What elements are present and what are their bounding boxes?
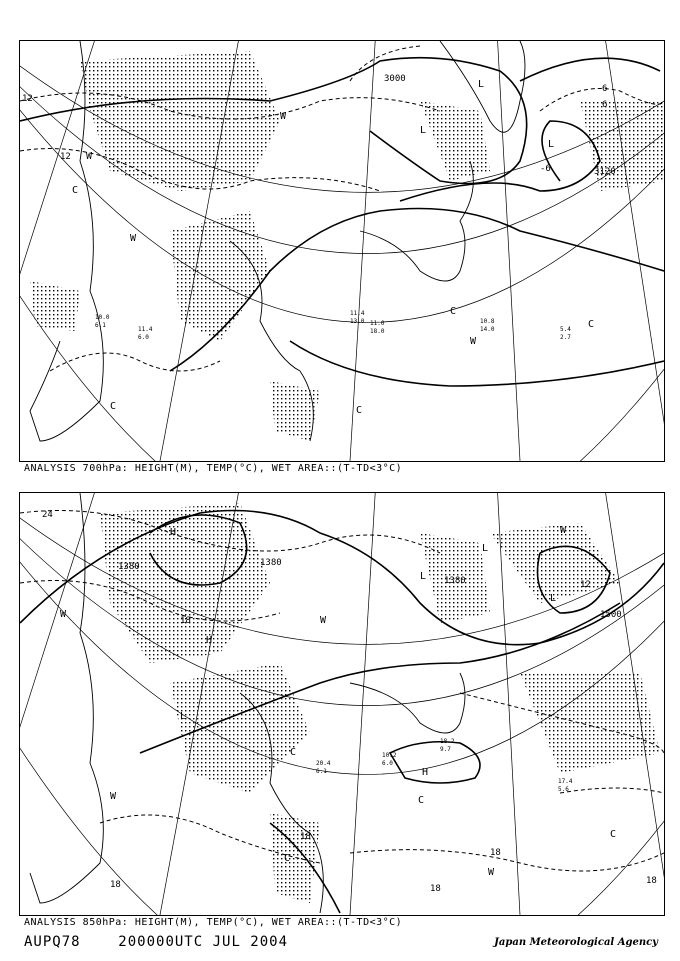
- map-700hpa: [20, 41, 664, 461]
- contour-label: 18: [490, 848, 501, 858]
- height-contour: [390, 742, 480, 783]
- coastline: [30, 493, 103, 903]
- contour-label: 12: [22, 94, 33, 104]
- station-plot-temp: 11.0: [370, 320, 385, 327]
- station-plot-dewpoint: 2.7: [560, 334, 571, 341]
- wet-area: [270, 381, 320, 441]
- station-plot-temp: 10.8: [480, 318, 495, 325]
- station-plot-temp: 17.4: [558, 778, 573, 785]
- center-marker: C: [72, 185, 79, 196]
- contour-label: 1380: [444, 576, 466, 586]
- center-marker: L: [420, 125, 427, 136]
- contour-label: 6: [602, 84, 608, 94]
- center-marker: H: [422, 767, 429, 778]
- center-marker: C: [284, 853, 291, 864]
- contour-label: 3000: [384, 74, 406, 84]
- wet-area: [80, 51, 280, 191]
- center-marker: C: [290, 747, 297, 758]
- map-panel-850hpa: [19, 492, 665, 916]
- center-marker: C: [110, 401, 117, 412]
- agency-name: Japan Meteorological Agency: [494, 937, 658, 948]
- center-marker: L: [548, 139, 555, 150]
- meridian-line: [350, 493, 375, 915]
- center-marker: L: [478, 79, 485, 90]
- station-plot-dewpoint: 18.0: [370, 328, 385, 335]
- wet-area: [420, 101, 490, 181]
- center-marker: W: [110, 791, 117, 802]
- map-panel-700hpa: [19, 40, 665, 462]
- center-marker: W: [280, 111, 287, 122]
- contour-label: 18: [180, 616, 191, 626]
- contour-label: 24: [42, 510, 53, 520]
- center-marker: H: [206, 635, 213, 646]
- center-marker: L: [180, 711, 187, 722]
- wet-area: [170, 211, 270, 341]
- contour-label: 18: [110, 880, 121, 890]
- isotherm: [50, 353, 220, 371]
- center-marker: W: [60, 609, 67, 620]
- isotherm: [560, 788, 664, 793]
- contour-label: 3120: [594, 167, 616, 177]
- height-contour: [400, 121, 600, 201]
- center-marker: W: [470, 336, 477, 347]
- center-marker: C: [356, 405, 363, 416]
- caption-850hpa: ANALYSIS 850hPa: HEIGHT(M), TEMP(°C), WET AREA::(T-TD<3°C): [24, 917, 403, 928]
- station-plot-dewpoint: 6.0: [138, 334, 149, 341]
- meridian-line: [20, 41, 94, 461]
- center-marker: C: [450, 306, 457, 317]
- isotherm: [350, 850, 664, 871]
- station-plot-temp: 11.4: [138, 326, 153, 333]
- meridian-line: [498, 41, 520, 461]
- station-plot-dewpoint: 9.7: [440, 746, 451, 753]
- contour-label: 18: [646, 876, 657, 886]
- station-plot-dewpoint: 6.1: [95, 322, 106, 329]
- center-marker: W: [130, 233, 137, 244]
- contour-label: 1500: [600, 610, 622, 620]
- contour-label: 12: [60, 152, 71, 162]
- caption-700hpa: ANALYSIS 700hPa: HEIGHT(M), TEMP(°C), WET AREA::(T-TD<3°C): [24, 463, 403, 474]
- valid-time: 200000UTC JUL 2004: [118, 934, 289, 950]
- station-plot-temp: 10.2: [382, 752, 397, 759]
- station-plot-dewpoint: 13.0: [350, 318, 365, 325]
- contour-label: 1380: [260, 558, 282, 568]
- wet-area: [170, 663, 310, 793]
- chart-id-and-time: [24, 934, 288, 950]
- wet-area: [270, 813, 320, 903]
- contour-label: 1380: [118, 562, 140, 572]
- station-plot-temp: 10.0: [95, 314, 110, 321]
- center-marker: L: [550, 593, 557, 604]
- center-marker: L: [420, 571, 427, 582]
- station-plot-dewpoint: 14.0: [480, 326, 495, 333]
- chart-product-id: AUPQ78: [24, 934, 81, 950]
- contour-label: 18: [300, 832, 311, 842]
- latitude-line: [20, 265, 664, 461]
- height-contour: [290, 341, 664, 386]
- center-marker: W: [488, 867, 495, 878]
- contour-label: 12: [580, 580, 591, 590]
- station-plot-temp: 20.4: [316, 760, 331, 767]
- meridian-line: [20, 493, 94, 915]
- center-marker: H: [170, 527, 177, 538]
- station-plot-temp: 11.4: [350, 310, 365, 317]
- center-marker: C: [610, 829, 617, 840]
- station-plot-temp: 18.2: [440, 738, 455, 745]
- height-contour: [520, 58, 660, 81]
- center-marker: W: [86, 151, 93, 162]
- center-marker: C: [418, 795, 425, 806]
- station-plot-dewpoint: 6.0: [382, 760, 393, 767]
- center-marker: L: [482, 543, 489, 554]
- contour-label: 18: [430, 884, 441, 894]
- station-plot-dewpoint: 6.1: [316, 768, 327, 775]
- station-plot-temp: 5.4: [560, 326, 571, 333]
- map-850hpa: [20, 493, 664, 915]
- contour-label: -6: [540, 164, 551, 174]
- station-plot-dewpoint: 5.6: [558, 786, 569, 793]
- center-marker: C: [588, 319, 595, 330]
- center-marker: W: [560, 525, 567, 536]
- contour-label: 6: [602, 100, 608, 110]
- center-marker: W: [320, 615, 327, 626]
- wet-area: [30, 281, 80, 331]
- meridian-line: [350, 41, 375, 461]
